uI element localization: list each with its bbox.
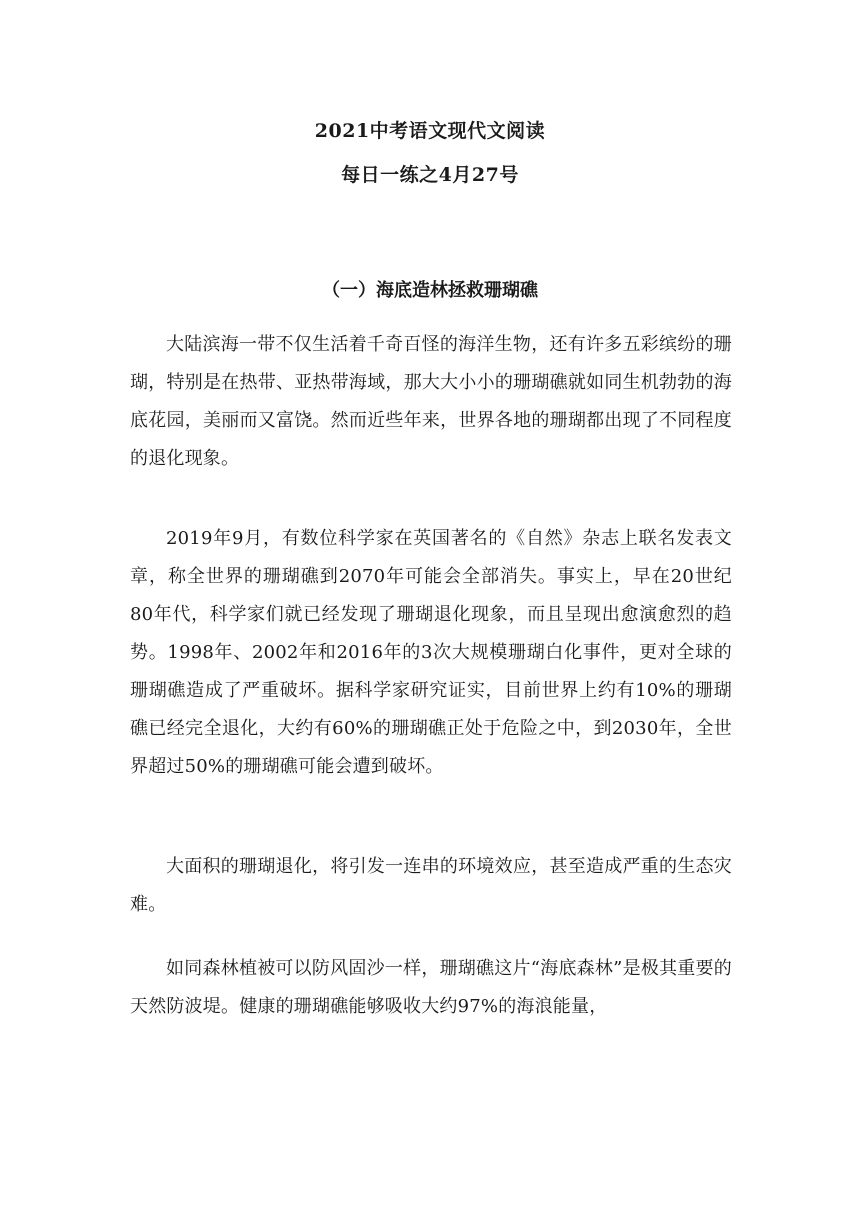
- document-title: 2021中考语文现代文阅读: [314, 120, 546, 142]
- paragraph: 大面积的珊瑚退化，将引发一连串的环境效应，甚至造成严重的生态灾难。: [130, 856, 732, 915]
- document-subtitle: 每日一练之4月27号: [341, 164, 519, 186]
- paragraph: 2019年9月，有数位科学家在英国著名的《自然》杂志上联名发表文章，称全世界的珊瑚礁到2070年可能会全部消失。事实上，早在20世纪80年代，科学家们就已经发现了珊瑚退化现象，而且呈现出愈演愈烈的趋势。1998年、2002年和2016年的3次大规模珊瑚白化事件，更对全球的珊瑚礁造成了严重破坏。据科学家研究证实，目前世界上约有10%的珊瑚礁已经完全退化，大约有60%的珊瑚礁正处于危险之中，到2030年，全世界超过50%的珊瑚礁可能会遭到破坏。: [130, 528, 732, 777]
- paragraph: 如同森林植被可以防风固沙一样，珊瑚礁这片“海底森林”是极其重要的天然防波堤。健康的珊瑚礁能够吸收大约97%的海浪能量，: [130, 958, 732, 1017]
- section-title: （一）海底造林拯救珊瑚礁: [322, 280, 538, 301]
- paragraph: 大陆滨海一带不仅生活着千奇百怪的海洋生物，还有许多五彩缤纷的珊瑚，特别是在热带、亚热带海域，那大大小小的珊瑚礁就如同生机勃勃的海底花园，美丽而又富饶。然而近些年来，世界各地的珊瑚都出现了不同程度的退化现象。: [130, 334, 732, 469]
